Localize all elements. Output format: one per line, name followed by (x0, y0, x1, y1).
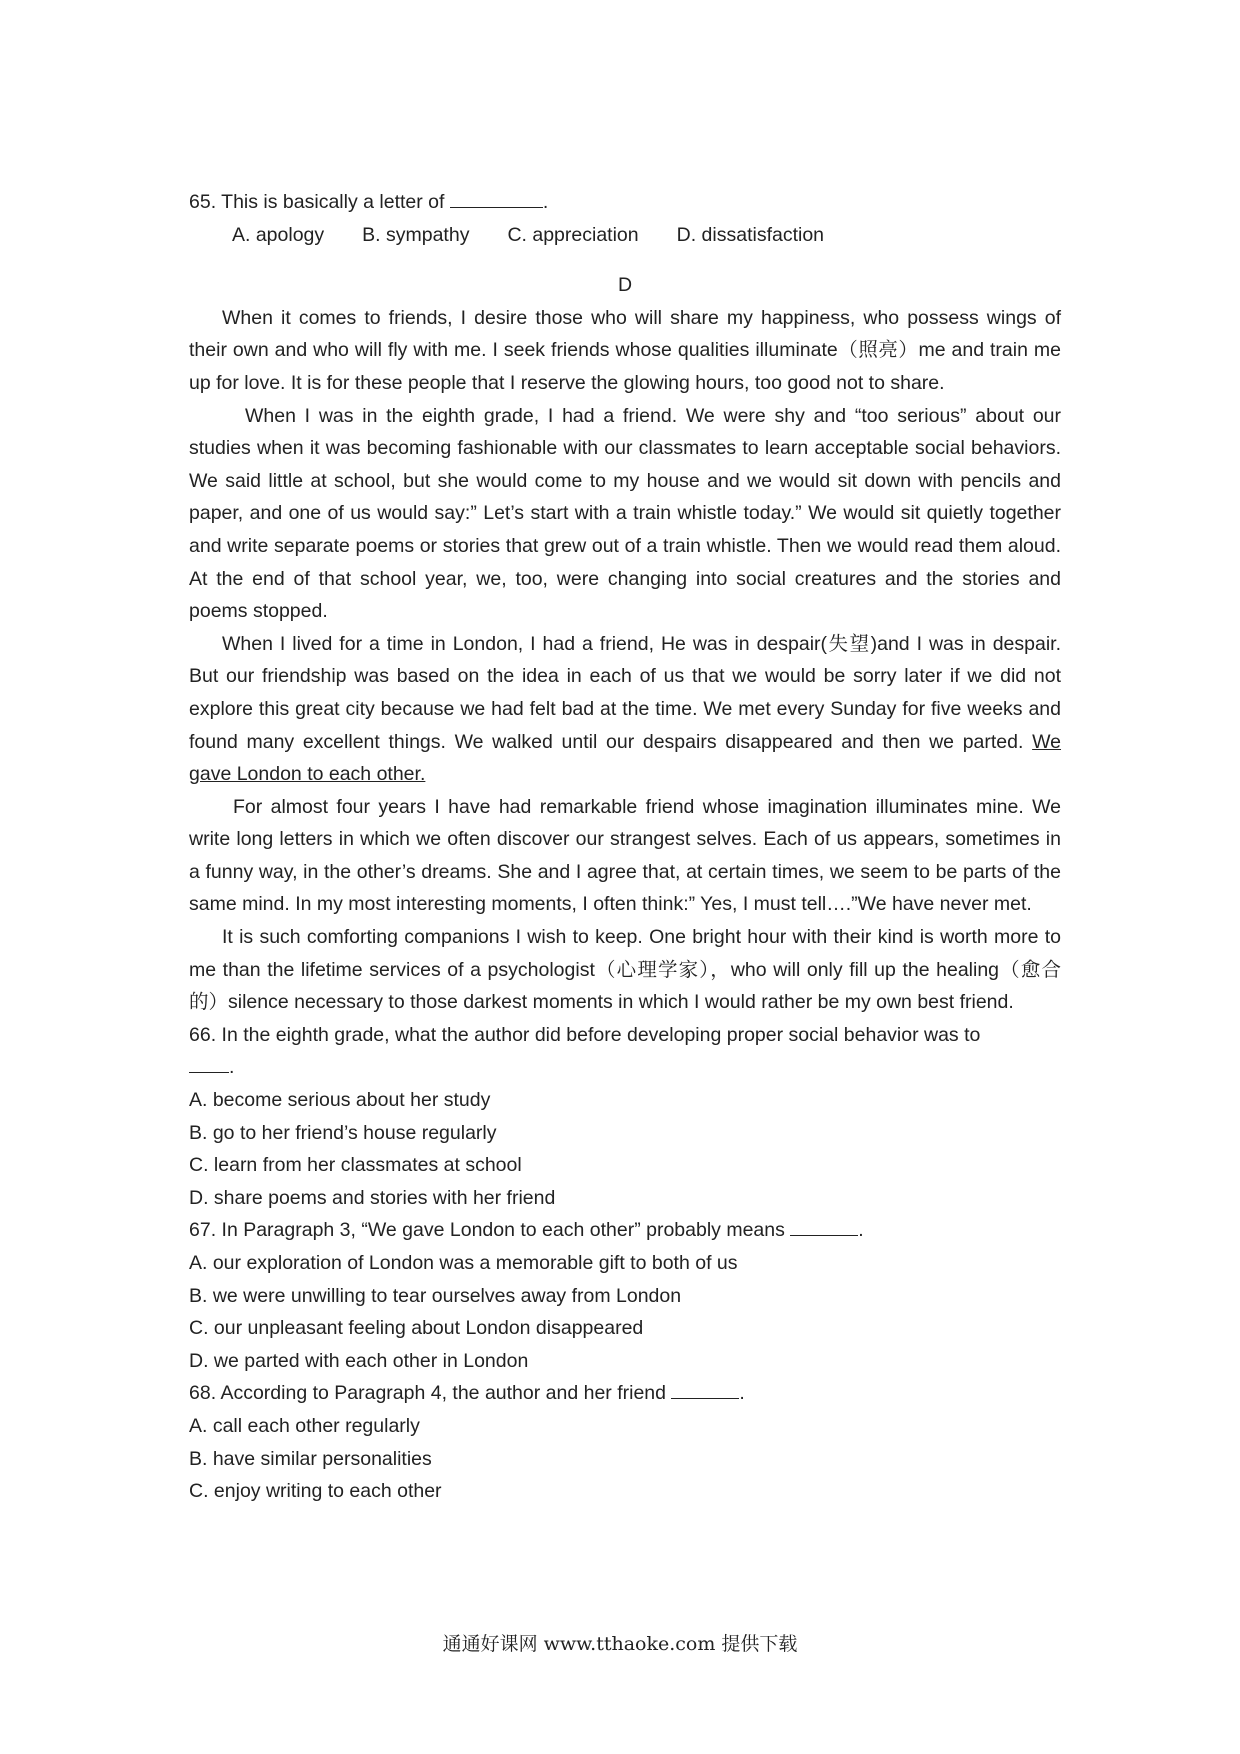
paragraph-3-text: When I lived for a time in London, I had a friend, He was in despair(失望)and I was in despair. But our friendship was based on the idea in each of us that we would be sorry later if we did not explore this great city because we had felt bad at the time. We met every Sunday for five weeks and found many excellent things. We walked until our despairs disappeared and then we parted. (189, 632, 1061, 753)
passage-paragraph-4: For almost four years I have had remarkable friend whose imagination illuminates mine. We write long letters in which we often discover our strangest selves. Each of us appears, sometimes in a funny way, in the other’s dreams. She and I agree that, at certain times, we seem to be parts of the same mind. In my most interesting moments, I often think:” Yes, I must tell….”We have never met. (189, 795, 1061, 916)
question-68-end: . (739, 1382, 745, 1405)
question-67-option-c: C. our unpleasant feeling about London disappeared (189, 1317, 644, 1340)
document-page (189, 186, 1061, 1508)
question-67-stem (189, 1214, 1061, 1247)
question-67-option-d: D. we parted with each other in London (189, 1349, 529, 1372)
answer-blank (790, 1217, 858, 1236)
option-b: B. sympathy (362, 223, 470, 246)
answer-blank (189, 1054, 229, 1073)
question-68-option-a: A. call each other regularly (189, 1414, 420, 1437)
passage-paragraph-2: When I was in the eighth grade, I had a friend. We were shy and “too serious” about our studies when it was becoming fashionable with our classmates to learn acceptable social behaviors. We said little at school, but she would come to my house and we would sit down with pencils and paper, and one of us would say:” Let’s start with a train whistle today.” We would sit quietly together and write separate poems or stories that grew out of a train whistle. Then we would read them aloud. At the end of that school year, we, too, were changing into social creatures and the stories and poems stopped. (189, 404, 1061, 623)
answer-blank (671, 1380, 739, 1399)
passage-paragraph-3 (189, 628, 1061, 791)
question-67-text: 67. In Paragraph 3, “We gave London to each other” probably means (189, 1219, 791, 1242)
question-68-option-b: B. have similar personalities (189, 1447, 432, 1470)
question-67-option-b: B. we were unwilling to tear ourselves away from London (189, 1284, 682, 1307)
option-c: C. appreciation (507, 223, 639, 246)
question-66-end: . (229, 1056, 235, 1079)
question-65-stem (189, 186, 1061, 219)
question-68-option-c: C. enjoy writing to each other (189, 1480, 442, 1503)
question-66-text: 66. In the eighth grade, what the author did before developing proper social behavior was to (189, 1023, 981, 1046)
underlined-sentence: We gave London to each other. (189, 730, 1062, 786)
question-66-blank-line (189, 1051, 1061, 1084)
question-68-stem (189, 1377, 1061, 1410)
question-65-end: . (542, 191, 549, 213)
answer-blank (450, 189, 543, 208)
question-66-option-d: D. share poems and stories with her friend (189, 1186, 556, 1209)
question-66-option-b: B. go to her friend’s house regularly (189, 1121, 497, 1144)
question-68-text: 68. According to Paragraph 4, the author and her friend (189, 1382, 672, 1405)
question-66-option-a: A. become serious about her study (189, 1089, 491, 1112)
section-letter: D (617, 274, 633, 297)
passage-paragraph-5: It is such comforting companions I wish to keep. One bright hour with their kind is worth more to me than the lifetime services of a psychologist（心理学家），who will only fill up the healing（愈合的）silence necessary to those darkest moments in which I would rather be my own best friend. (189, 926, 1061, 1014)
question-65-text: 65. This is basically a letter of (189, 191, 450, 213)
option-a: A. apology (232, 223, 325, 246)
question-65-options (189, 219, 1061, 252)
question-67-option-a: A. our exploration of London was a memorable gift to both of us (189, 1252, 738, 1274)
question-67-end: . (858, 1219, 864, 1242)
question-66-stem (189, 1019, 1061, 1052)
page-footer: 通通好课网 www.tthaoke.com 提供下载 (442, 1633, 798, 1655)
passage-paragraph-1: When it comes to friends, I desire those who will share my happiness, who possess wings of their own and who will fly with me. I seek friends whose qualities illuminate（照亮）me and train me up for love. It is for these people that I reserve the glowing hours, too good not to share. (189, 306, 1061, 394)
question-66-option-c: C. learn from her classmates at school (189, 1154, 522, 1177)
option-d: D. dissatisfaction (676, 223, 825, 246)
